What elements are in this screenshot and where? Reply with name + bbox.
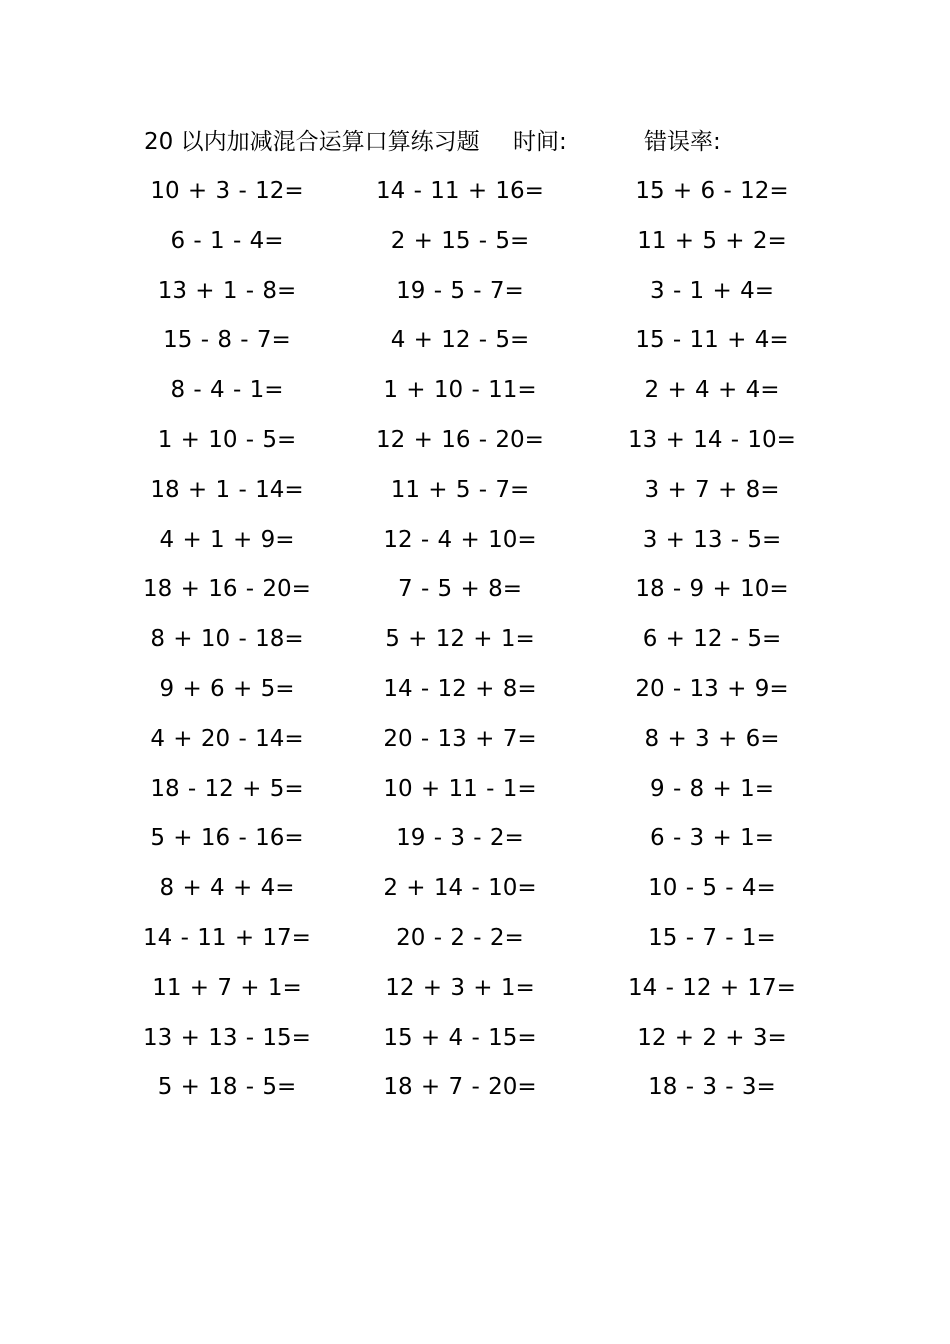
error-rate-label: 错误率: (644, 129, 721, 155)
time-label: 时间: (513, 129, 567, 155)
problem-row (0, 868, 950, 918)
problem-row (0, 271, 950, 321)
math-problem: 18 - 9 + 10= (635, 576, 789, 603)
math-problem: 3 + 7 + 8= (644, 476, 780, 503)
math-problem: 3 - 1 + 4= (650, 277, 774, 304)
math-problem: 12 + 3 + 1= (385, 974, 535, 1001)
math-problem: 6 + 12 - 5= (642, 626, 782, 653)
math-problem: 13 + 14 - 10= (628, 426, 796, 453)
math-problem: 2 + 14 - 10= (383, 875, 537, 902)
math-problem: 4 + 12 - 5= (390, 327, 530, 354)
problem-row (0, 818, 950, 868)
math-problem: 15 + 4 - 15= (383, 1024, 537, 1051)
problem-row (0, 320, 950, 370)
math-problem: 10 - 5 - 4= (648, 875, 776, 902)
math-problem: 2 + 15 - 5= (390, 227, 530, 254)
worksheet-header (144, 124, 844, 160)
problem-row (0, 1067, 950, 1117)
math-problem: 12 + 2 + 3= (637, 1024, 787, 1051)
math-problem: 19 - 5 - 7= (396, 277, 524, 304)
math-problem: 7 - 5 + 8= (398, 576, 522, 603)
math-problem: 13 + 1 - 8= (157, 277, 297, 304)
math-problem: 1 + 10 - 5= (157, 426, 297, 453)
math-problem: 4 + 20 - 14= (150, 725, 304, 752)
math-problem: 15 - 11 + 4= (635, 327, 789, 354)
math-problem: 5 + 12 + 1= (385, 626, 535, 653)
problem-row (0, 171, 950, 221)
math-problem: 15 - 8 - 7= (163, 327, 291, 354)
math-problem: 6 - 3 + 1= (650, 825, 774, 852)
problem-row (0, 968, 950, 1018)
problem-row (0, 470, 950, 520)
math-problem: 11 + 5 + 2= (637, 227, 787, 254)
math-problem: 13 + 13 - 15= (143, 1024, 311, 1051)
math-problem: 9 + 6 + 5= (159, 675, 295, 702)
math-problem: 8 + 3 + 6= (644, 725, 780, 752)
math-problem: 11 + 7 + 1= (152, 974, 302, 1001)
problem-row (0, 569, 950, 619)
problem-grid (0, 171, 950, 1117)
problem-row (0, 719, 950, 769)
problem-row (0, 221, 950, 271)
math-problem: 4 + 1 + 9= (159, 526, 295, 553)
math-problem: 14 - 11 + 16= (376, 178, 544, 204)
math-problem: 18 + 7 - 20= (383, 1074, 537, 1101)
problem-row (0, 1018, 950, 1068)
math-problem: 12 + 16 - 20= (376, 426, 544, 453)
math-problem: 1 + 10 - 11= (383, 377, 537, 404)
math-problem: 15 - 7 - 1= (648, 924, 776, 951)
math-problem: 15 + 6 - 12= (635, 178, 789, 204)
math-problem: 8 + 10 - 18= (150, 626, 304, 653)
math-problem: 14 - 11 + 17= (143, 924, 311, 951)
problem-row (0, 619, 950, 669)
math-problem: 20 - 13 + 9= (635, 675, 789, 702)
problem-row (0, 420, 950, 470)
problem-row (0, 520, 950, 570)
math-problem: 2 + 4 + 4= (644, 377, 780, 404)
math-problem: 14 - 12 + 8= (383, 675, 537, 702)
math-problem: 8 - 4 - 1= (170, 377, 284, 404)
math-problem: 18 - 3 - 3= (648, 1074, 776, 1101)
math-problem: 3 + 13 - 5= (642, 526, 782, 553)
math-problem: 10 + 11 - 1= (383, 775, 537, 802)
math-problem: 18 - 12 + 5= (150, 775, 304, 802)
math-problem: 9 - 8 + 1= (650, 775, 774, 802)
math-problem: 20 - 13 + 7= (383, 725, 537, 752)
math-problem: 18 + 1 - 14= (150, 476, 304, 503)
problem-row (0, 918, 950, 968)
math-problem: 8 + 4 + 4= (159, 875, 295, 902)
math-problem: 18 + 16 - 20= (143, 576, 311, 603)
math-problem: 19 - 3 - 2= (396, 825, 524, 852)
math-problem: 5 + 18 - 5= (157, 1074, 297, 1101)
math-problem: 5 + 16 - 16= (150, 825, 304, 852)
math-problem: 20 - 2 - 2= (396, 924, 524, 951)
problem-row (0, 769, 950, 819)
math-problem: 11 + 5 - 7= (390, 476, 530, 503)
problem-row (0, 370, 950, 420)
math-problem: 14 - 12 + 17= (628, 974, 796, 1001)
math-problem: 6 - 1 - 4= (170, 227, 284, 254)
math-problem: 12 - 4 + 10= (383, 526, 537, 553)
math-problem: 10 + 3 - 12= (150, 178, 304, 204)
worksheet-title: 20 以内加减混合运算口算练习题 (144, 129, 480, 155)
problem-row (0, 669, 950, 719)
